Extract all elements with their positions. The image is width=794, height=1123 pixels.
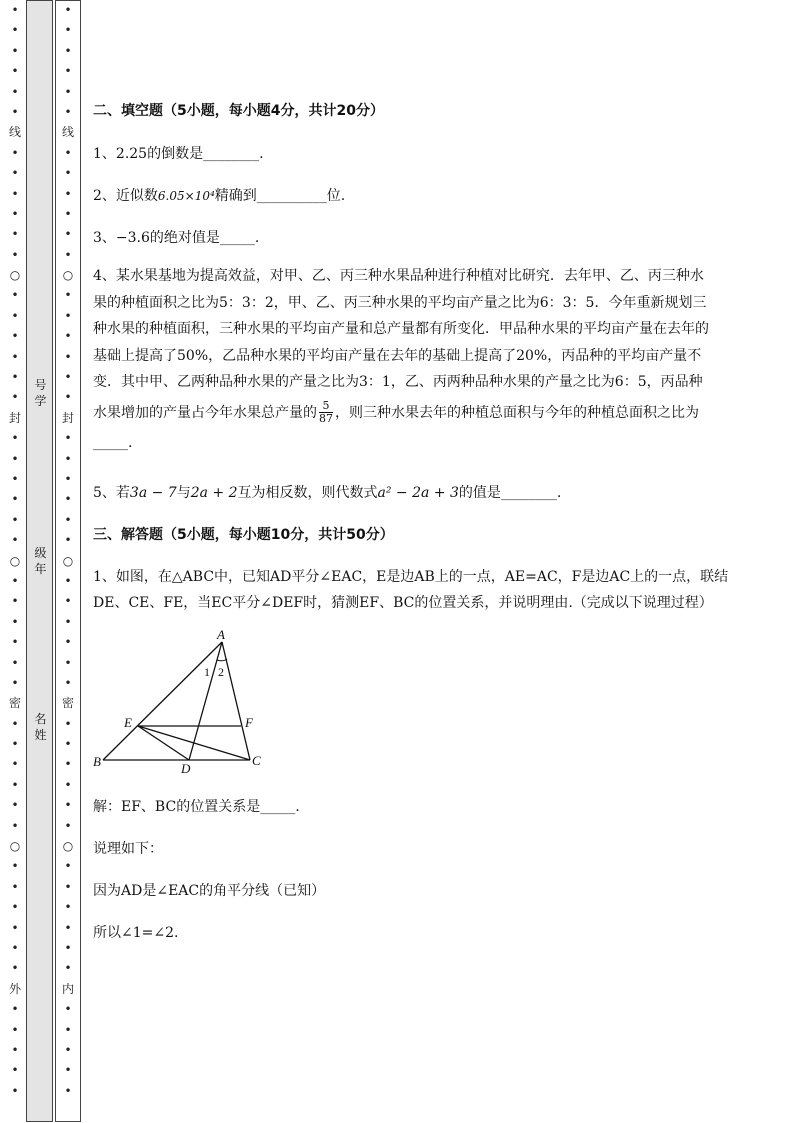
inner-marker: • — [64, 186, 72, 201]
student-info-strip — [26, 0, 53, 1122]
inner-marker: ○ — [62, 553, 74, 568]
outer-marker: • — [11, 288, 19, 303]
outer-marker: • — [11, 594, 19, 609]
strip-char: 年 — [34, 562, 47, 576]
label-B: B — [93, 754, 101, 769]
question-3-1-line-2: DE、CE、FE，当EC平分∠DEF时，猜测EF、BC的位置关系，并说明理由.（完成以下说理过程） — [93, 595, 713, 611]
inner-marker: • — [64, 1042, 72, 1057]
outer-marker: • — [11, 64, 19, 79]
q2-prefix: 2、近似数 — [93, 188, 158, 204]
outer-marker: 线 — [8, 125, 21, 140]
q4-line-7: _____. — [93, 434, 133, 451]
inner-marker: • — [64, 818, 72, 833]
outer-marker: • — [11, 349, 19, 364]
inner-marker: ○ — [62, 839, 74, 854]
inner-marker: • — [64, 635, 72, 650]
outer-marker: ○ — [9, 839, 21, 854]
label-A: A — [217, 627, 225, 642]
q5-expr-1: 3a − 7 — [129, 485, 177, 501]
label-angle-2: 2 — [218, 665, 224, 679]
outer-marker: • — [11, 655, 19, 670]
outer-marker: • — [11, 940, 19, 955]
outer-marker: • — [11, 43, 19, 58]
strip-char: 姓 — [34, 728, 47, 742]
outer-marker: • — [11, 879, 19, 894]
outer-marker: • — [11, 1022, 19, 1037]
question-2-5 — [93, 482, 561, 502]
student-id-label — [27, 377, 54, 409]
question-2-2 — [93, 185, 345, 205]
outer-marker: • — [11, 777, 19, 792]
strip-char: 学 — [34, 394, 47, 408]
segment-ED — [138, 726, 189, 760]
label-C: C — [252, 753, 261, 768]
outer-marker: • — [11, 431, 19, 446]
question-2-3: 3、−3.6的绝对值是_____. — [93, 230, 260, 246]
inner-marker: • — [64, 655, 72, 670]
outer-marker: • — [11, 329, 19, 344]
inner-marker: • — [64, 533, 72, 548]
q5-mid-1: 与 — [176, 485, 191, 501]
question-3-1-line-1: 1、如图，在△ABC中，已知AD平分∠EAC，E是边AB上的一点，AE=AC，F是边AC上的一点，联结 — [93, 569, 729, 585]
q4-line-1: 4、某水果基地为提高效益，对甲、乙、丙三种水果品种进行种植对比研究．去年甲、乙、丙三种水 — [93, 268, 704, 284]
inner-marker: ○ — [62, 268, 74, 283]
answer-line: 解：EF、BC的位置关系是_____. — [93, 799, 300, 815]
question-2-4 — [93, 263, 745, 456]
inner-marker: • — [64, 594, 72, 609]
inner-margin-markers — [61, 0, 75, 1123]
outer-marker: • — [11, 186, 19, 201]
inner-marker: • — [64, 104, 72, 119]
outer-marker: • — [11, 227, 19, 242]
outer-marker: 封 — [8, 410, 21, 425]
outer-marker: • — [11, 1042, 19, 1057]
outer-marker: • — [11, 308, 19, 323]
q4-line-4: 基础上提高了50%，乙品种水果的平均亩产量在去年的基础上提高了20%，丙品种的平均亩产量不 — [93, 347, 702, 364]
strip-char: 号 — [34, 378, 47, 392]
q5-suffix: 的值是________. — [458, 485, 562, 501]
outer-marker: • — [11, 859, 19, 874]
outer-marker: • — [11, 675, 19, 690]
inner-marker: • — [64, 247, 72, 262]
question-2-1: 1、2.25的倒数是________. — [93, 146, 264, 162]
inner-marker: 封 — [61, 410, 74, 425]
outer-marker: • — [11, 1063, 19, 1078]
outer-marker: • — [11, 104, 19, 119]
q4-l6-suffix: ，则三种水果去年的种植总面积与今年的种植总面积之比为 — [335, 404, 699, 421]
q5-expr-2: 2a + 2 — [190, 485, 238, 501]
inner-marker: • — [64, 3, 72, 17]
label-D: D — [181, 761, 191, 776]
inner-marker: • — [64, 1002, 72, 1017]
segment-EC — [138, 726, 250, 760]
outer-marker: • — [11, 145, 19, 160]
outer-marker: • — [11, 757, 19, 772]
inner-marker: • — [64, 370, 72, 385]
label-angle-1: 1 — [204, 665, 210, 679]
outer-marker: • — [11, 573, 19, 588]
outer-marker: • — [11, 1002, 19, 1017]
q5-mid-2: 互为相反数，则代数式 — [237, 485, 378, 501]
inner-marker: • — [64, 43, 72, 58]
inner-marker: • — [64, 349, 72, 364]
outer-margin-markers — [8, 0, 22, 1123]
outer-marker: • — [11, 920, 19, 935]
inner-marker: 线 — [61, 125, 74, 140]
outer-marker: • — [11, 614, 19, 629]
inner-marker: • — [64, 757, 72, 772]
inner-marker: • — [64, 23, 72, 38]
inner-marker: • — [64, 961, 72, 976]
section3-heading: 三、解答题（5小题，每小题10分，共计50分） — [93, 527, 394, 543]
inner-marker: • — [64, 920, 72, 935]
explain-line: 说理如下： — [93, 841, 163, 857]
outer-marker: • — [11, 716, 19, 731]
outer-marker: • — [11, 23, 19, 38]
reason-1: 因为AD是∠EAC的角平分线（已知） — [93, 883, 326, 899]
outer-marker: • — [11, 512, 19, 527]
q4-line-3: 种水果的种植面积，三种水果的平均亩产量和总产量都有所变化．甲品种水果的平均亩产量在去年的 — [93, 321, 709, 337]
inner-marker: • — [64, 900, 72, 915]
outer-marker: • — [11, 961, 19, 976]
q4-l6-prefix: 水果增加的产量占今年水果总产量的 — [93, 404, 317, 421]
inner-marker: • — [64, 84, 72, 99]
outer-marker: • — [11, 1083, 19, 1098]
inner-marker: • — [64, 573, 72, 588]
inner-marker: • — [64, 1063, 72, 1078]
strip-char: 级 — [34, 546, 47, 560]
inner-marker: 密 — [61, 696, 74, 711]
outer-marker: • — [11, 533, 19, 548]
fraction-denominator: 87 — [319, 412, 333, 425]
section2-heading: 二、填空题（5小题，每小题4分，共计20分） — [93, 103, 384, 119]
inner-marker: • — [64, 166, 72, 181]
name-label — [27, 711, 54, 743]
segment-AD — [189, 642, 222, 760]
outer-marker: • — [11, 390, 19, 405]
inner-marker: • — [64, 512, 72, 527]
outer-marker: 密 — [8, 696, 21, 711]
q4-line-6 — [93, 396, 745, 430]
outer-marker: • — [11, 471, 19, 486]
outer-marker: • — [11, 166, 19, 181]
outer-marker: • — [11, 900, 19, 915]
outer-marker: • — [11, 84, 19, 99]
inner-marker: • — [64, 859, 72, 874]
inner-marker: • — [64, 451, 72, 466]
q2-suffix: 精确到__________位. — [214, 188, 346, 204]
outer-marker: • — [11, 206, 19, 221]
outer-marker: • — [11, 798, 19, 813]
inner-marker: • — [64, 390, 72, 405]
inner-marker: • — [64, 940, 72, 955]
inner-marker: • — [64, 431, 72, 446]
inner-marker: • — [64, 777, 72, 792]
inner-marker: • — [64, 145, 72, 160]
q2-math: 6.05×10⁴ — [157, 189, 215, 203]
inner-marker: • — [64, 737, 72, 752]
fraction-numerator: 5 — [319, 400, 333, 413]
inner-marker: • — [64, 64, 72, 79]
outer-marker: • — [11, 818, 19, 833]
triangle-figure — [93, 626, 273, 776]
inner-marker: • — [64, 798, 72, 813]
outer-marker: • — [11, 370, 19, 385]
outer-marker: • — [11, 3, 19, 17]
q4-line-5: 变．其中甲、乙两种品种水果的产量之比为3：1，乙、丙两种品种水果的产量之比为6：5，丙品种 — [93, 374, 703, 390]
inner-marker: • — [64, 227, 72, 242]
q5-prefix: 5、若 — [93, 485, 130, 501]
label-F: F — [245, 715, 253, 730]
inner-marker: • — [64, 471, 72, 486]
outer-marker: • — [11, 451, 19, 466]
outer-marker: ○ — [9, 553, 21, 568]
inner-marker: • — [64, 206, 72, 221]
inner-marker: • — [64, 288, 72, 303]
strip-char: 名 — [34, 712, 47, 726]
outer-marker: ○ — [9, 268, 21, 283]
outer-marker: • — [11, 492, 19, 507]
inner-marker: • — [64, 675, 72, 690]
outer-marker: • — [11, 635, 19, 650]
inner-marker: • — [64, 879, 72, 894]
outer-marker: • — [11, 737, 19, 752]
reason-2: 所以∠1=∠2. — [93, 925, 179, 941]
outer-marker: 外 — [8, 981, 21, 996]
inner-marker: • — [64, 716, 72, 731]
inner-marker: • — [64, 1022, 72, 1037]
grade-label — [27, 545, 54, 577]
inner-marker: • — [64, 614, 72, 629]
inner-marker: • — [64, 308, 72, 323]
outer-marker: • — [11, 247, 19, 262]
q5-expr-3: a² − 2a + 3 — [377, 485, 459, 501]
inner-marker: • — [64, 1083, 72, 1098]
q4-line-2: 果的种植面积之比为5：3：2，甲、乙、丙三种水果的平均亩产量之比为6：3：5．今年重新规划三 — [93, 294, 707, 311]
inner-marker: • — [64, 329, 72, 344]
fraction-5-87 — [319, 400, 333, 425]
inner-marker: 内 — [61, 981, 74, 996]
inner-marker: • — [64, 492, 72, 507]
label-E: E — [124, 715, 132, 730]
